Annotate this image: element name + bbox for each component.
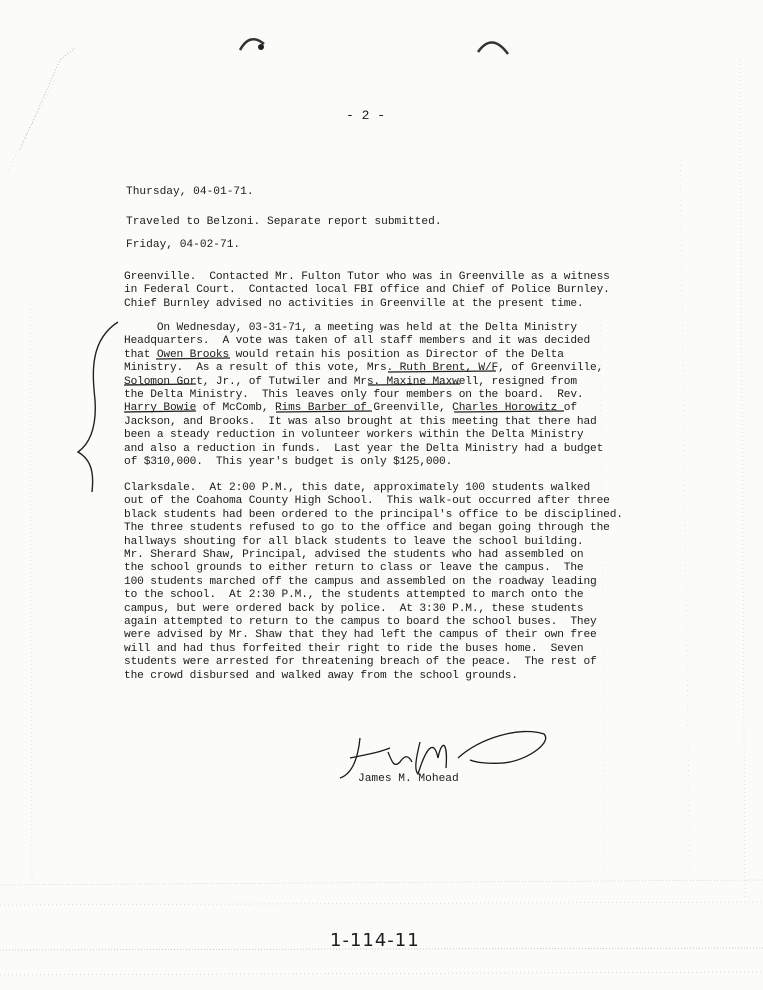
text-line: in Federal Court. Contacted local FBI office and Chief of Police Burnley. xyxy=(124,284,610,297)
text-line: On Wednesday, 03-31-71, a meeting was held at the Delta Ministry xyxy=(124,322,577,334)
text-line: out of the Coahoma County High School. This walk-out occurred after three xyxy=(124,495,610,508)
text-line: the crowd disbursed and walked away from the school grounds. xyxy=(124,669,518,682)
text-line: hallways shouting for all black students to leave the school building. xyxy=(124,535,584,548)
clarksdale-paragraph xyxy=(124,482,623,683)
entry-date-friday: Friday, 04-02-71. xyxy=(126,239,241,251)
delta-ministry-paragraph xyxy=(124,322,603,469)
svg-text:James M. Mohead: James M. Mohead xyxy=(370,758,380,759)
text-line: 100 students marched off the campus and assembled on the roadway leading xyxy=(124,575,597,588)
entry-date-thursday: Thursday, 04-01-71. xyxy=(126,186,254,198)
text-line: of $310,000. This year's budget is only $125,000. xyxy=(124,456,453,469)
signature-name: James M. Mohead xyxy=(358,773,459,785)
text-line: the Delta Ministry. This leaves only four members on the board. Rev. xyxy=(124,389,584,402)
text-line: Chief Burnley advised no activities in Greenville at the present time. xyxy=(124,297,584,310)
text-line: students were arrested for threatening breach of the peace. The rest of xyxy=(124,656,597,669)
text-line: Jackson, and Brooks. It was also brought at this meeting that there had xyxy=(124,415,597,428)
text-line: Mr. Sherard Shaw, Principal, advised the students who had assembled on xyxy=(124,549,584,562)
text-line: and also a reduction in funds. Last year the Delta Ministry had a budget xyxy=(124,442,604,455)
greenville-paragraph xyxy=(124,271,610,311)
text-line: Harry Bowie of McComb, Rims Barber of Greenville, Charles Horowitz of xyxy=(124,402,577,415)
text-line: Headquarters. A vote was taken of all staff members and it was decided xyxy=(124,335,591,348)
text-line: The three students refused to go to the office and began going through the xyxy=(124,522,610,535)
entry-text-belzoni: Traveled to Belzoni. Separate report submitted. xyxy=(126,216,442,228)
page-number: - 2 - xyxy=(346,108,386,123)
text-line: Solomon Gort, Jr., of Tutwiler and Mrs. Maxine Maxwell, resigned from xyxy=(124,375,577,388)
text-line: will and had thus forfeited their right to ride the buses home. Seven xyxy=(124,642,584,655)
text-line: to the school. At 2:30 P.M., the students attempted to march onto the xyxy=(124,589,584,602)
text-line: that Owen Brooks would retain his position as Director of the Delta xyxy=(124,348,564,361)
text-line: Greenville. Contacted Mr. Fulton Tutor who was in Greenville as a witness xyxy=(124,271,610,283)
text-line: been a steady reduction in volunteer workers within the Delta Ministry xyxy=(124,429,584,442)
footer-serial-number: 1-114-11 xyxy=(330,930,420,951)
text-line: the school grounds to either return to class or leave the campus. The xyxy=(124,562,584,575)
text-line: Ministry. As a result of this vote, Mrs. Ruth Brent, W/F, of Greenville, xyxy=(124,362,604,375)
text-line: campus, but were ordered back by police. At 3:30 P.M., these students xyxy=(124,602,584,615)
text-line: black students had been ordered to the principal's office to be disciplined. xyxy=(124,508,623,521)
text-line: again attempted to return to the campus to board the school buses. They xyxy=(124,616,597,629)
text-line: Clarksdale. At 2:00 P.M., this date, approximately 100 students walked xyxy=(124,482,591,494)
text-line: were advised by Mr. Shaw that they had left the campus of their own free xyxy=(124,629,597,642)
